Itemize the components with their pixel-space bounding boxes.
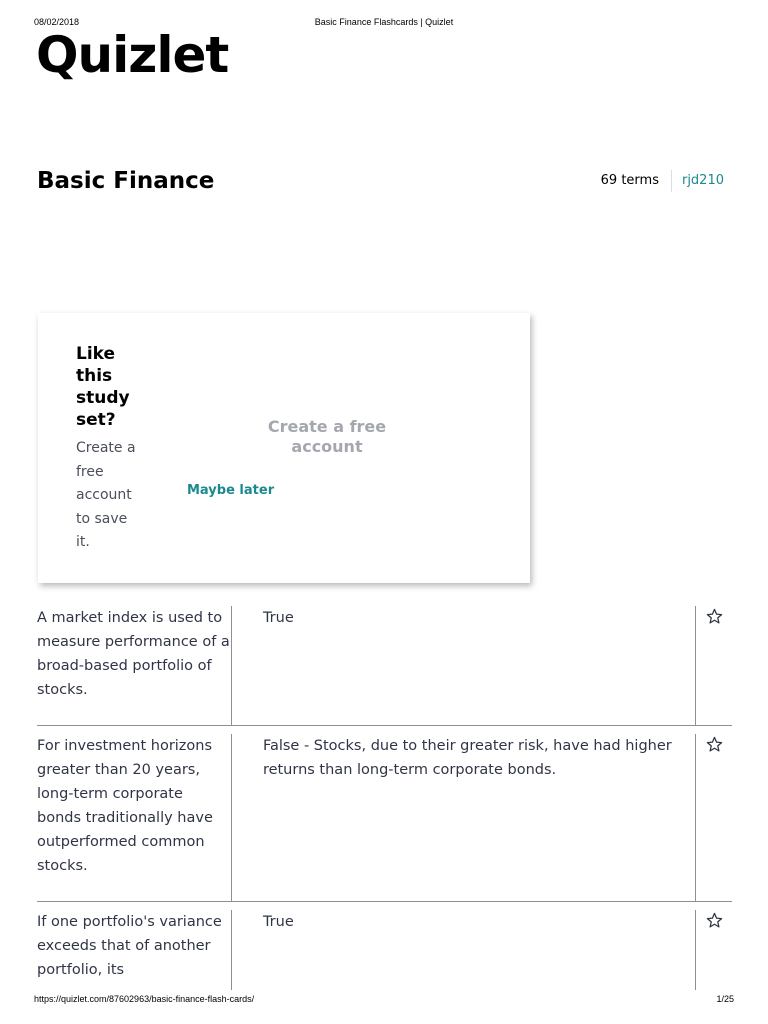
card-definition: True bbox=[232, 606, 696, 725]
print-footer-page: 1/25 bbox=[716, 994, 734, 1004]
flashcard-row bbox=[37, 910, 732, 990]
card-definition: False - Stocks, due to their greater risk, have had higher returns than long-term corporate bonds. bbox=[232, 734, 696, 901]
author-link[interactable]: rjd210 bbox=[681, 173, 724, 188]
flashcard-row bbox=[37, 606, 732, 725]
star-outline-icon bbox=[706, 912, 723, 929]
card-term: A market index is used to measure performance of a broad-based portfolio of stocks. bbox=[37, 606, 232, 725]
quizlet-logo[interactable]: Quizlet bbox=[36, 26, 229, 84]
meta-divider bbox=[671, 170, 672, 192]
flashcard-row bbox=[37, 734, 732, 901]
star-outline-icon bbox=[706, 608, 723, 625]
set-title: Basic Finance bbox=[37, 168, 215, 194]
terms-count: 69 terms bbox=[600, 173, 659, 188]
promo-heading: Like this study set? bbox=[76, 344, 130, 430]
star-outline-icon bbox=[706, 736, 723, 753]
star-button[interactable] bbox=[696, 606, 732, 725]
card-term: If one portfolio's variance exceeds that of another portfolio, its bbox=[37, 910, 232, 990]
promo-text: Create a free account to save it. bbox=[76, 440, 136, 550]
set-meta bbox=[601, 170, 724, 192]
print-header-title: Basic Finance Flashcards | Quizlet bbox=[314, 17, 454, 27]
create-account-button[interactable]: Create a free account bbox=[267, 417, 387, 456]
card-term: For investment horizons greater than 20 years, long-term corporate bonds traditionally have outperformed common stocks. bbox=[37, 734, 232, 901]
star-button[interactable] bbox=[696, 910, 732, 990]
card-definition: True bbox=[232, 910, 696, 990]
maybe-later-link[interactable]: Maybe later bbox=[187, 483, 275, 498]
print-header-date: 08/02/2018 bbox=[34, 17, 80, 27]
print-footer-url: https://quizlet.com/87602963/basic-finance-flash-cards/ bbox=[34, 994, 255, 1004]
signup-promo bbox=[38, 313, 530, 583]
flashcard-list bbox=[37, 606, 732, 990]
star-button[interactable] bbox=[696, 734, 732, 901]
row-divider bbox=[37, 725, 732, 726]
row-divider bbox=[37, 901, 732, 902]
